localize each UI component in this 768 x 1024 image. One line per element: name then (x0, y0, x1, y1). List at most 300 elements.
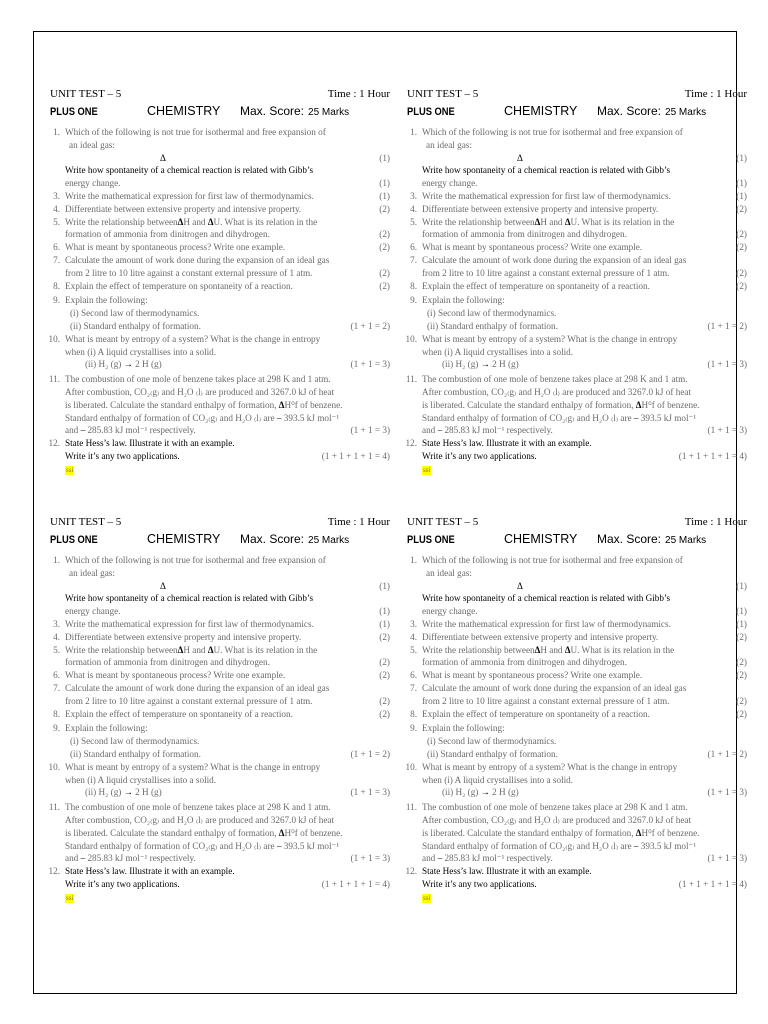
question-text: Differentiate between extensive property and intensive property. (422, 203, 659, 214)
question-number: 4. (53, 631, 60, 642)
question-marks: (1 + 1 = 2) (350, 320, 390, 331)
question-text: After combustion, CO₂₍g₎ and H₂O ₍l₎ are produced and 3267.0 kJ of heat (422, 386, 692, 397)
question-text: when (i) A liquid crystallises into a solid. (65, 774, 217, 785)
question-text: Write the mathematical expression for first law of thermodynamics. (422, 618, 671, 629)
question-number: 9. (410, 723, 417, 734)
question-text: What is meant by spontaneous process? Write one example. (65, 670, 286, 681)
question-text: The combustion of one mole of benzene takes place at 298 K and 1 atm. (422, 802, 688, 813)
text-part: H and (183, 644, 206, 655)
question-text (65, 358, 350, 371)
max-score (240, 533, 349, 548)
question-text (65, 827, 350, 840)
question-text: The combustion of one mole of benzene takes place at 298 K and 1 atm. (422, 374, 688, 385)
max-score (597, 105, 706, 120)
question-text: What is meant by entropy of a system? What is the change in entropy (65, 761, 321, 772)
question-text: What is meant by entropy of a system? What is the change in entropy (65, 333, 321, 344)
question-6 (50, 241, 390, 254)
question-paper-copy-top-right (407, 88, 747, 508)
question-10 (407, 333, 747, 371)
minus-symbol: – (437, 425, 443, 436)
question-marks: (1 + 1 = 2) (707, 320, 747, 331)
question-text (422, 852, 707, 865)
question-marks: (1 + 1 = 3) (350, 425, 390, 436)
question-11 (407, 373, 747, 437)
delta-symbol: Δ (160, 152, 166, 163)
question-number: 11. (405, 374, 417, 385)
arrow-symbol: → (480, 359, 490, 370)
subject-row (407, 104, 747, 126)
question-number: 5. (53, 216, 60, 227)
text-part: and (422, 853, 436, 864)
header-row (50, 516, 390, 532)
text-part: Standard enthalpy of formation of CO₂₍g₎ and H₂O ₍l₎ are (65, 412, 275, 423)
text-part: H⁰f of benzene. (641, 399, 700, 410)
text-part: H and (183, 216, 206, 227)
text-part: U. What is its relation in the (213, 644, 318, 655)
question-6 (50, 669, 390, 682)
question-marks: (2) (379, 280, 390, 291)
question-number: 11. (48, 374, 60, 385)
question-marks: (1 + 1 = 3) (350, 787, 390, 798)
question-marks: (2) (379, 657, 390, 668)
question-11 (407, 801, 747, 865)
question-number: 6. (53, 242, 60, 253)
question-7 (407, 254, 747, 280)
minus-symbol: – (633, 840, 639, 851)
question-1 (50, 126, 390, 164)
header-row (407, 88, 747, 104)
question-text: an ideal gas: (426, 567, 472, 578)
question-marks: (1 + 1 = 3) (707, 425, 747, 436)
question-text: Write how spontaneity of a chemical reaction is related with Gibb’s (65, 593, 314, 604)
question-marks: (2) (736, 267, 747, 278)
question-marks: (2) (379, 267, 390, 278)
question-3 (50, 190, 390, 203)
question-text: Calculate the amount of work done during the expansion of an ideal gas (65, 254, 330, 265)
delta-symbol: Δ (207, 644, 214, 655)
question-7 (50, 254, 390, 280)
question-number: 10. (48, 761, 60, 772)
question-4 (407, 203, 747, 216)
question-number: 7. (410, 254, 417, 265)
question-text (65, 644, 350, 657)
delta-symbol: Δ (635, 399, 642, 410)
question-marks: (2) (736, 708, 747, 719)
question-2 (50, 164, 390, 190)
delta-symbol: Δ (564, 644, 571, 655)
question-number: 10. (48, 333, 60, 344)
question-5 (407, 644, 747, 670)
question-8 (50, 708, 390, 721)
question-number: 12. (48, 866, 60, 877)
text-part: and (65, 425, 79, 436)
subject-row (407, 532, 747, 554)
question-marks: (2) (736, 631, 747, 642)
subject-row (50, 104, 390, 126)
question-text (422, 424, 707, 437)
question-text: Write it’s any two applications. (422, 878, 537, 889)
question-text: energy change. (422, 178, 478, 189)
text-part: Write the relationship between (422, 216, 535, 227)
minus-symbol: – (276, 412, 282, 423)
question-marks: (1 + 1 = 3) (707, 787, 747, 798)
arrow-symbol: → (123, 787, 133, 798)
question-marks: (1) (379, 190, 390, 201)
question-text: from 2 litre to 10 litre against a constant external pressure of 1 atm. (65, 267, 313, 278)
question-4 (50, 203, 390, 216)
question-1 (50, 554, 390, 592)
question-text (422, 412, 707, 425)
question-marks: (2) (736, 242, 747, 253)
delta-symbol: Δ (207, 216, 214, 227)
question-marks: (1 + 1 = 3) (350, 359, 390, 370)
question-text: (ii) Standard enthalpy of formation. (427, 748, 558, 759)
question-text: Explain the effect of temperature on spontaneity of a reaction. (422, 280, 650, 291)
question-marks: (2) (736, 657, 747, 668)
text-part: 285.83 kJ mol⁻¹ respectively. (444, 425, 553, 436)
question-marks: (1 + 1 + 1 + 1 = 4) (321, 450, 390, 461)
max-score-label: Max. Score: (597, 104, 662, 118)
question-number: 5. (410, 644, 417, 655)
question-text: (i) Second law of thermodynamics. (427, 308, 557, 319)
text-part: H⁰f of benzene. (284, 827, 343, 838)
question-text: formation of ammonia from dinitrogen and dihydrogen. (65, 229, 270, 240)
question-7 (407, 682, 747, 708)
question-4 (50, 631, 390, 644)
question-text: an ideal gas: (426, 139, 472, 150)
question-1 (407, 554, 747, 592)
question-number: 4. (410, 631, 417, 642)
unit-test-title: UNIT TEST – 5 (407, 516, 479, 528)
question-9 (407, 294, 747, 332)
text-part: 393.5 kJ mol⁻¹ (283, 840, 340, 851)
question-text: Write the mathematical expression for first law of thermodynamics. (65, 618, 314, 629)
ssi-row (50, 891, 390, 904)
question-text: Differentiate between extensive property and intensive property. (422, 631, 659, 642)
question-text: Write how spontaneity of a chemical reaction is related with Gibb’s (422, 165, 671, 176)
question-text: Explain the following: (65, 723, 148, 734)
question-text: What is meant by entropy of a system? What is the change in entropy (422, 333, 678, 344)
question-text: from 2 litre to 10 litre against a constant external pressure of 1 atm. (422, 695, 670, 706)
question-text: After combustion, CO₂₍g₎ and H₂O ₍l₎ are produced and 3267.0 kJ of heat (422, 814, 692, 825)
question-marks: (2) (379, 242, 390, 253)
question-marks: (1 + 1 + 1 + 1 = 4) (678, 450, 747, 461)
question-text: (ii) Standard enthalpy of formation. (427, 320, 558, 331)
question-text: The combustion of one mole of benzene takes place at 298 K and 1 atm. (65, 374, 331, 385)
header-row (50, 88, 390, 104)
text-part: U. What is its relation in the (213, 216, 318, 227)
question-number: 8. (53, 280, 60, 291)
ssi-row (407, 891, 747, 904)
text-part: 393.5 kJ mol⁻¹ (640, 412, 697, 423)
question-4 (407, 631, 747, 644)
question-text: Explain the effect of temperature on spontaneity of a reaction. (65, 280, 293, 291)
question-text: Explain the effect of temperature on spontaneity of a reaction. (65, 708, 293, 719)
question-text: Differentiate between extensive property and intensive property. (65, 203, 302, 214)
question-text: After combustion, CO₂₍g₎ and H₂O ₍l₎ are produced and 3267.0 kJ of heat (65, 386, 335, 397)
text-part: (ii) H₂ (g) (85, 787, 122, 798)
question-marks: (2) (736, 670, 747, 681)
text-part: is liberated. Calculate the standard enthalpy of formation, (422, 399, 634, 410)
question-text: State Hess’s law. Illustrate it with an example. (65, 866, 235, 877)
question-marks: (2) (736, 280, 747, 291)
plus-one-label: PLUS ONE (50, 106, 98, 118)
delta-symbol: Δ (278, 399, 285, 410)
question-number: 9. (53, 723, 60, 734)
question-2 (407, 164, 747, 190)
question-number: 3. (410, 618, 417, 629)
question-text: State Hess’s law. Illustrate it with an example. (65, 438, 235, 449)
question-marks: (1 + 1 = 3) (707, 359, 747, 370)
question-text: Write it’s any two applications. (422, 450, 537, 461)
question-number: 10. (405, 761, 417, 772)
question-marks: (1 + 1 + 1 + 1 = 4) (321, 878, 390, 889)
text-part: 285.83 kJ mol⁻¹ respectively. (87, 853, 196, 864)
plus-one-label: PLUS ONE (50, 534, 98, 546)
text-part: H⁰f of benzene. (284, 399, 343, 410)
arrow-symbol: → (480, 787, 490, 798)
max-score-value: 25 Marks (308, 107, 350, 118)
question-text: What is meant by entropy of a system? What is the change in entropy (422, 761, 678, 772)
question-text: Explain the effect of temperature on spontaneity of a reaction. (422, 708, 650, 719)
question-text: formation of ammonia from dinitrogen and dihydrogen. (422, 229, 627, 240)
minus-symbol: – (80, 853, 86, 864)
question-text (65, 216, 350, 229)
question-number: 4. (410, 203, 417, 214)
question-text: Explain the following: (422, 295, 505, 306)
question-number: 1. (53, 555, 60, 565)
question-7 (50, 682, 390, 708)
text-part: 2 H (g) (492, 787, 519, 798)
question-text: when (i) A liquid crystallises into a solid. (65, 346, 217, 357)
question-number: 12. (405, 866, 417, 877)
text-part: is liberated. Calculate the standard enthalpy of formation, (65, 827, 277, 838)
question-text: Which of the following is not true for isothermal and free expansion of (422, 127, 683, 137)
question-3 (407, 190, 747, 203)
question-text: an ideal gas: (69, 139, 115, 150)
question-number: 6. (410, 242, 417, 253)
question-text: Differentiate between extensive property and intensive property. (65, 631, 302, 642)
text-part: H⁰f of benzene. (641, 827, 700, 838)
question-marks: (1) (379, 178, 390, 189)
question-number: 10. (405, 333, 417, 344)
question-text (65, 840, 350, 853)
question-text: an ideal gas: (69, 567, 115, 578)
question-text: (ii) Standard enthalpy of formation. (70, 320, 201, 331)
question-number: 1. (410, 555, 417, 565)
question-6 (407, 669, 747, 682)
question-number: 9. (53, 295, 60, 306)
question-3 (50, 618, 390, 631)
text-part: Standard enthalpy of formation of CO₂₍g₎ and H₂O ₍l₎ are (422, 840, 632, 851)
question-number: 8. (410, 280, 417, 291)
max-score-label: Max. Score: (597, 532, 662, 546)
text-part: is liberated. Calculate the standard enthalpy of formation, (65, 399, 277, 410)
question-number: 11. (48, 802, 60, 813)
question-3 (407, 618, 747, 631)
question-text: Which of the following is not true for isothermal and free expansion of (422, 555, 683, 565)
ssi-highlight: ssi (66, 465, 74, 474)
question-text: (i) Second law of thermodynamics. (70, 308, 200, 319)
question-text: (ii) Standard enthalpy of formation. (70, 748, 201, 759)
question-text: What is meant by spontaneous process? Write one example. (422, 242, 643, 253)
question-text: Write it’s any two applications. (65, 450, 180, 461)
question-number: 3. (53, 190, 60, 201)
text-part: H and (540, 216, 563, 227)
subject-row (50, 532, 390, 554)
question-text (65, 786, 350, 799)
question-8 (407, 708, 747, 721)
question-text: Write how spontaneity of a chemical reaction is related with Gibb’s (422, 593, 671, 604)
text-part: Write the relationship between (65, 644, 178, 655)
question-5 (407, 216, 747, 242)
question-text: After combustion, CO₂₍g₎ and H₂O ₍l₎ are produced and 3267.0 kJ of heat (65, 814, 335, 825)
question-text (422, 216, 707, 229)
text-part: (ii) H₂ (g) (442, 787, 479, 798)
question-number: 1. (410, 127, 417, 137)
max-score-value: 25 Marks (308, 535, 350, 546)
max-score (597, 533, 706, 548)
subject-title: CHEMISTRY (147, 532, 221, 546)
question-8 (50, 280, 390, 293)
question-marks: (1) (736, 618, 747, 629)
question-marks: (2) (379, 695, 390, 706)
question-number: 7. (53, 682, 60, 693)
time-label: Time : 1 Hour (327, 88, 390, 100)
question-text: Explain the following: (422, 723, 505, 734)
header-row (407, 516, 747, 532)
question-paper-copy-bottom-left (50, 516, 390, 936)
delta-symbol: Δ (177, 216, 184, 227)
question-number: 7. (53, 254, 60, 265)
unit-test-title: UNIT TEST – 5 (50, 516, 122, 528)
question-text: from 2 litre to 10 litre against a constant external pressure of 1 atm. (65, 695, 313, 706)
question-2 (407, 592, 747, 618)
question-8 (407, 280, 747, 293)
subject-title: CHEMISTRY (504, 104, 578, 118)
text-part: Write the relationship between (422, 644, 535, 655)
arrow-symbol: → (123, 359, 133, 370)
text-part: 285.83 kJ mol⁻¹ respectively. (87, 425, 196, 436)
question-number: 1. (53, 127, 60, 137)
question-marks: (1) (379, 152, 390, 163)
question-text: energy change. (422, 606, 478, 617)
question-text: Calculate the amount of work done during the expansion of an ideal gas (422, 682, 687, 693)
question-text: Write it’s any two applications. (65, 878, 180, 889)
question-5 (50, 644, 390, 670)
question-text (422, 827, 707, 840)
question-text: What is meant by spontaneous process? Write one example. (65, 242, 286, 253)
plus-one-label: PLUS ONE (407, 534, 455, 546)
time-label: Time : 1 Hour (684, 88, 747, 100)
question-paper-copy-top-left (50, 88, 390, 508)
question-marks: (2) (736, 229, 747, 240)
question-number: 3. (410, 190, 417, 201)
question-number: 11. (405, 802, 417, 813)
question-6 (407, 241, 747, 254)
time-label: Time : 1 Hour (684, 516, 747, 528)
text-part: (ii) H₂ (g) (85, 359, 122, 370)
question-text: Write the mathematical expression for first law of thermodynamics. (422, 190, 671, 201)
question-number: 5. (53, 644, 60, 655)
subject-title: CHEMISTRY (147, 104, 221, 118)
question-text: (i) Second law of thermodynamics. (70, 736, 200, 747)
question-text: (i) Second law of thermodynamics. (427, 736, 557, 747)
question-text: when (i) A liquid crystallises into a solid. (422, 346, 574, 357)
question-marks: (1 + 1 = 2) (707, 748, 747, 759)
text-part: Standard enthalpy of formation of CO₂₍g₎ and H₂O ₍l₎ are (65, 840, 275, 851)
question-text (422, 644, 707, 657)
question-text: Explain the following: (65, 295, 148, 306)
question-marks: (2) (736, 695, 747, 706)
text-part: (ii) H₂ (g) (442, 359, 479, 370)
ssi-row (50, 463, 390, 476)
question-text: Write the mathematical expression for first law of thermodynamics. (65, 190, 314, 201)
question-marks: (2) (379, 631, 390, 642)
question-text: energy change. (65, 606, 121, 617)
delta-symbol: Δ (160, 580, 166, 591)
ssi-row (407, 463, 747, 476)
question-11 (50, 801, 390, 865)
question-marks: (1) (736, 152, 747, 163)
question-text: State Hess’s law. Illustrate it with an example. (422, 866, 592, 877)
question-text (422, 840, 707, 853)
text-part: 393.5 kJ mol⁻¹ (283, 412, 340, 423)
minus-symbol: – (633, 412, 639, 423)
text-part: 2 H (g) (135, 359, 162, 370)
ssi-highlight: ssi (423, 465, 431, 474)
question-10 (407, 761, 747, 799)
delta-symbol: Δ (534, 644, 541, 655)
question-5 (50, 216, 390, 242)
question-text: Calculate the amount of work done during the expansion of an ideal gas (65, 682, 330, 693)
text-part: U. What is its relation in the (570, 216, 675, 227)
text-part: and (422, 425, 436, 436)
question-number: 3. (53, 618, 60, 629)
delta-symbol: Δ (564, 216, 571, 227)
question-marks: (2) (736, 203, 747, 214)
question-12 (50, 865, 390, 891)
question-2 (50, 592, 390, 618)
minus-symbol: – (80, 425, 86, 436)
question-text: The combustion of one mole of benzene takes place at 298 K and 1 atm. (65, 802, 331, 813)
question-12 (50, 437, 390, 463)
unit-test-title: UNIT TEST – 5 (407, 88, 479, 100)
unit-test-title: UNIT TEST – 5 (50, 88, 122, 100)
delta-symbol: Δ (517, 580, 523, 591)
question-marks: (1) (379, 580, 390, 591)
question-text: State Hess’s law. Illustrate it with an example. (422, 438, 592, 449)
question-text (65, 852, 350, 865)
question-marks: (1) (736, 606, 747, 617)
question-number: 8. (410, 708, 417, 719)
question-text (422, 399, 707, 412)
question-10 (50, 761, 390, 799)
question-9 (50, 294, 390, 332)
question-text: Which of the following is not true for isothermal and free expansion of (65, 555, 326, 565)
question-12 (407, 865, 747, 891)
question-number: 4. (53, 203, 60, 214)
max-score-label: Max. Score: (240, 104, 305, 118)
question-text: from 2 litre to 10 litre against a constant external pressure of 1 atm. (422, 267, 670, 278)
question-text (65, 399, 350, 412)
question-text: formation of ammonia from dinitrogen and dihydrogen. (65, 657, 270, 668)
question-marks: (1) (736, 190, 747, 201)
question-number: 12. (48, 438, 60, 449)
text-part: Write the relationship between (65, 216, 178, 227)
delta-symbol: Δ (278, 827, 285, 838)
text-part: 285.83 kJ mol⁻¹ respectively. (444, 853, 553, 864)
